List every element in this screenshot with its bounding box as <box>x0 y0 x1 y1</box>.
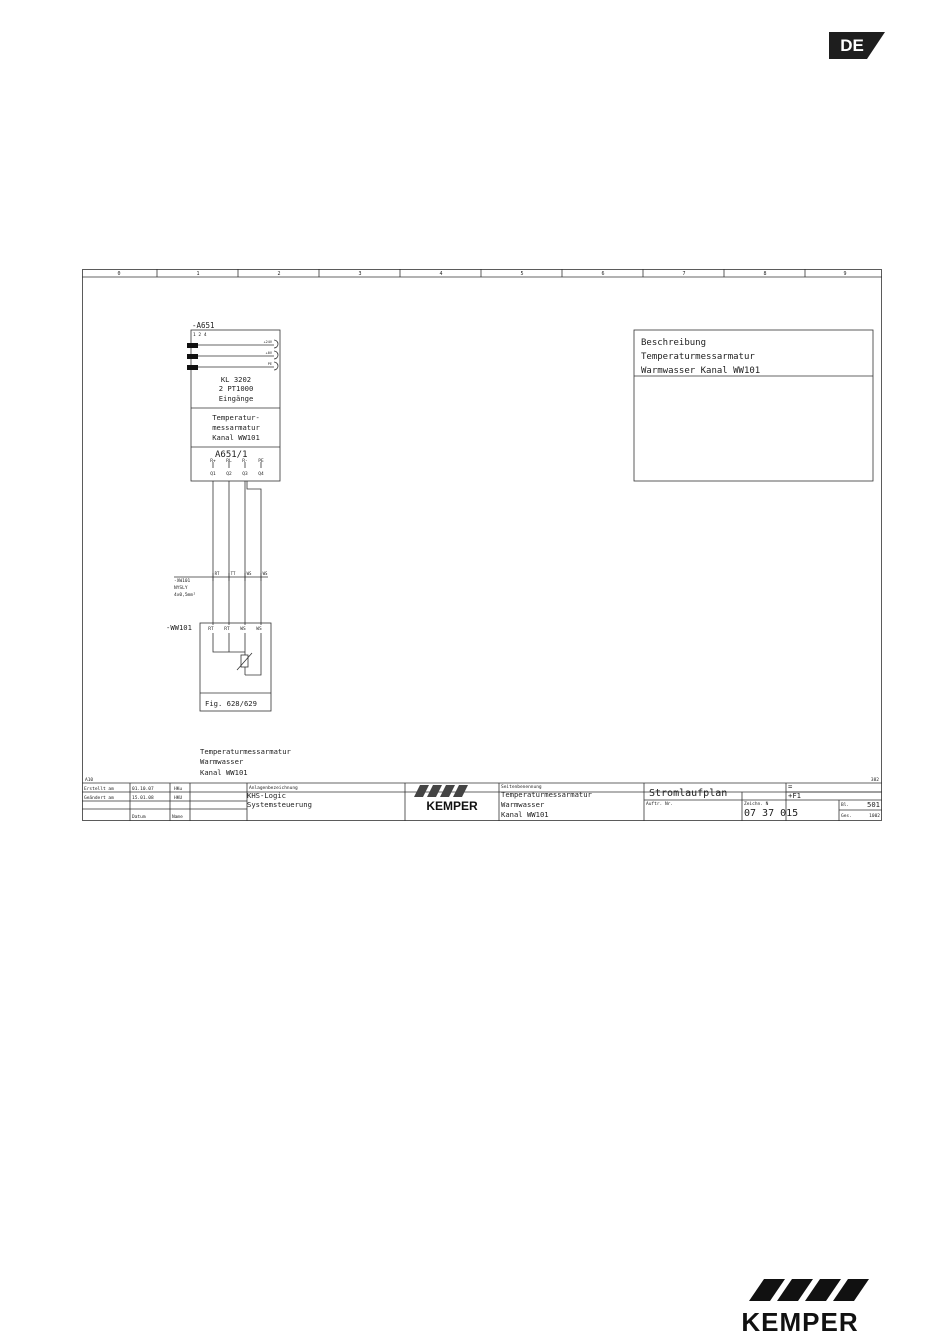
frame-corner-left: A10 <box>85 778 94 783</box>
column-number: 1 <box>196 271 200 277</box>
cable-core: TT <box>230 571 236 576</box>
column-number: 5 <box>520 271 524 277</box>
description-line: Warmwasser Kanal WW101 <box>641 366 761 376</box>
schematic-svg <box>82 269 882 821</box>
module-terminal-id: Q1 <box>210 472 216 477</box>
name-column-label: Name <box>172 815 183 820</box>
channel-label: +24V <box>263 340 272 344</box>
footer-brand-text: KEMPER <box>741 1307 859 1337</box>
cable-type: NYSLY <box>174 586 188 591</box>
changed-by: HKU <box>174 796 183 801</box>
description-heading: Beschreibung <box>641 338 707 348</box>
total-label: Ges. <box>841 814 852 819</box>
column-number: 3 <box>358 271 362 277</box>
column-number: 0 <box>117 271 121 277</box>
footer-kemper-logo <box>718 1277 882 1337</box>
cable-core: RT <box>214 571 220 576</box>
sensor-tag: -WW101 <box>166 623 192 632</box>
module-terminal-id: Q2 <box>226 472 232 477</box>
module-function-line: messarmatur <box>212 423 260 432</box>
sensor-caption-line: Kanal WW101 <box>200 768 248 777</box>
channel-label: PE <box>267 362 272 366</box>
module-sub-tag: A651/1 <box>215 450 248 460</box>
module-terminal: R- <box>242 459 248 464</box>
changed-date: 15.01.08 <box>132 796 154 801</box>
module-line: Eingänge <box>218 394 254 403</box>
module-terminal: R+ <box>210 459 216 464</box>
column-number: 7 <box>682 271 686 277</box>
sensor-terminal: WS <box>240 627 246 632</box>
system-line: KHS-Logic <box>247 791 286 800</box>
logo-stripes-icon <box>718 1277 882 1307</box>
sheet-number: 501 <box>867 800 880 809</box>
sensor-terminal: RT <box>224 627 230 632</box>
column-number: 9 <box>843 271 847 277</box>
drawing-number: 07 37 015 <box>744 808 799 819</box>
system-line: Systemsteuerung <box>247 800 312 809</box>
date-column-label: Datum <box>132 815 146 820</box>
language-badge <box>829 32 885 59</box>
module-function-line: Kanal WW101 <box>212 433 260 442</box>
sensor-caption-line: Temperaturmessarmatur <box>200 747 291 756</box>
module-terminal-id: Q4 <box>258 472 264 477</box>
module-terminal: RL <box>226 459 232 464</box>
sensor-ww101-box <box>200 623 271 711</box>
channel-label: +0V <box>265 351 272 355</box>
column-number: 2 <box>277 271 281 277</box>
module-terminal-numbers: 1 2 4 <box>193 333 207 338</box>
equals-sign: = <box>788 782 793 791</box>
sensor-terminal: RT <box>208 627 214 632</box>
page-title-line: Warmwasser <box>501 800 545 809</box>
title-block-logo-stripes <box>414 785 468 797</box>
created-label: Erstellt am <box>84 787 114 792</box>
title-block-brand: KEMPER <box>426 799 478 813</box>
sensor-figure: Fig. 628/629 <box>205 699 257 708</box>
cable-tag: -XW101 <box>174 579 191 584</box>
sensor-caption-line: Warmwasser <box>200 757 244 766</box>
cable-section: 4x0,5mm² <box>174 593 196 598</box>
page-title-line: Kanal WW101 <box>501 810 549 819</box>
input-connectors <box>187 343 198 370</box>
order-label: Auftr. Nr. <box>646 802 674 807</box>
column-number: 6 <box>601 271 605 277</box>
module-terminal-id: Q3 <box>242 472 248 477</box>
created-date: 01.10.07 <box>132 787 154 792</box>
sensor-terminal: WS <box>256 627 262 632</box>
frame-corner-right: 382 <box>870 778 879 783</box>
column-number: 8 <box>763 271 767 277</box>
description-line: Temperaturmessarmatur <box>641 352 755 362</box>
system-label: Anlagenbezeichnung <box>249 786 298 791</box>
module-line: 2 PT1000 <box>218 384 254 393</box>
module-tag: -A651 <box>192 321 215 330</box>
changed-label: Geändert am <box>84 796 114 801</box>
module-terminal: PE <box>258 459 264 464</box>
document-type: Stromlaufplan <box>649 788 728 799</box>
column-number: 4 <box>439 271 443 277</box>
frame-border <box>83 270 882 821</box>
total-number: 1002 <box>869 814 880 819</box>
page-label: Seitenbenennung <box>501 785 542 790</box>
schematic-sheet <box>82 269 882 821</box>
sheet-label: Bl. <box>841 803 850 808</box>
location-code: +F1 <box>788 791 801 800</box>
language-badge-label: DE <box>840 36 864 55</box>
cable-core: WS <box>262 571 268 576</box>
cable-core: WS <box>246 571 252 576</box>
drawing-label: Zeichn. N <box>744 802 769 807</box>
module-line: KL 3202 <box>220 375 252 384</box>
page-title-line: Temperaturmessarmatur <box>501 790 592 799</box>
created-by: HKu <box>174 787 183 792</box>
module-function-line: Temperatur- <box>212 413 260 422</box>
